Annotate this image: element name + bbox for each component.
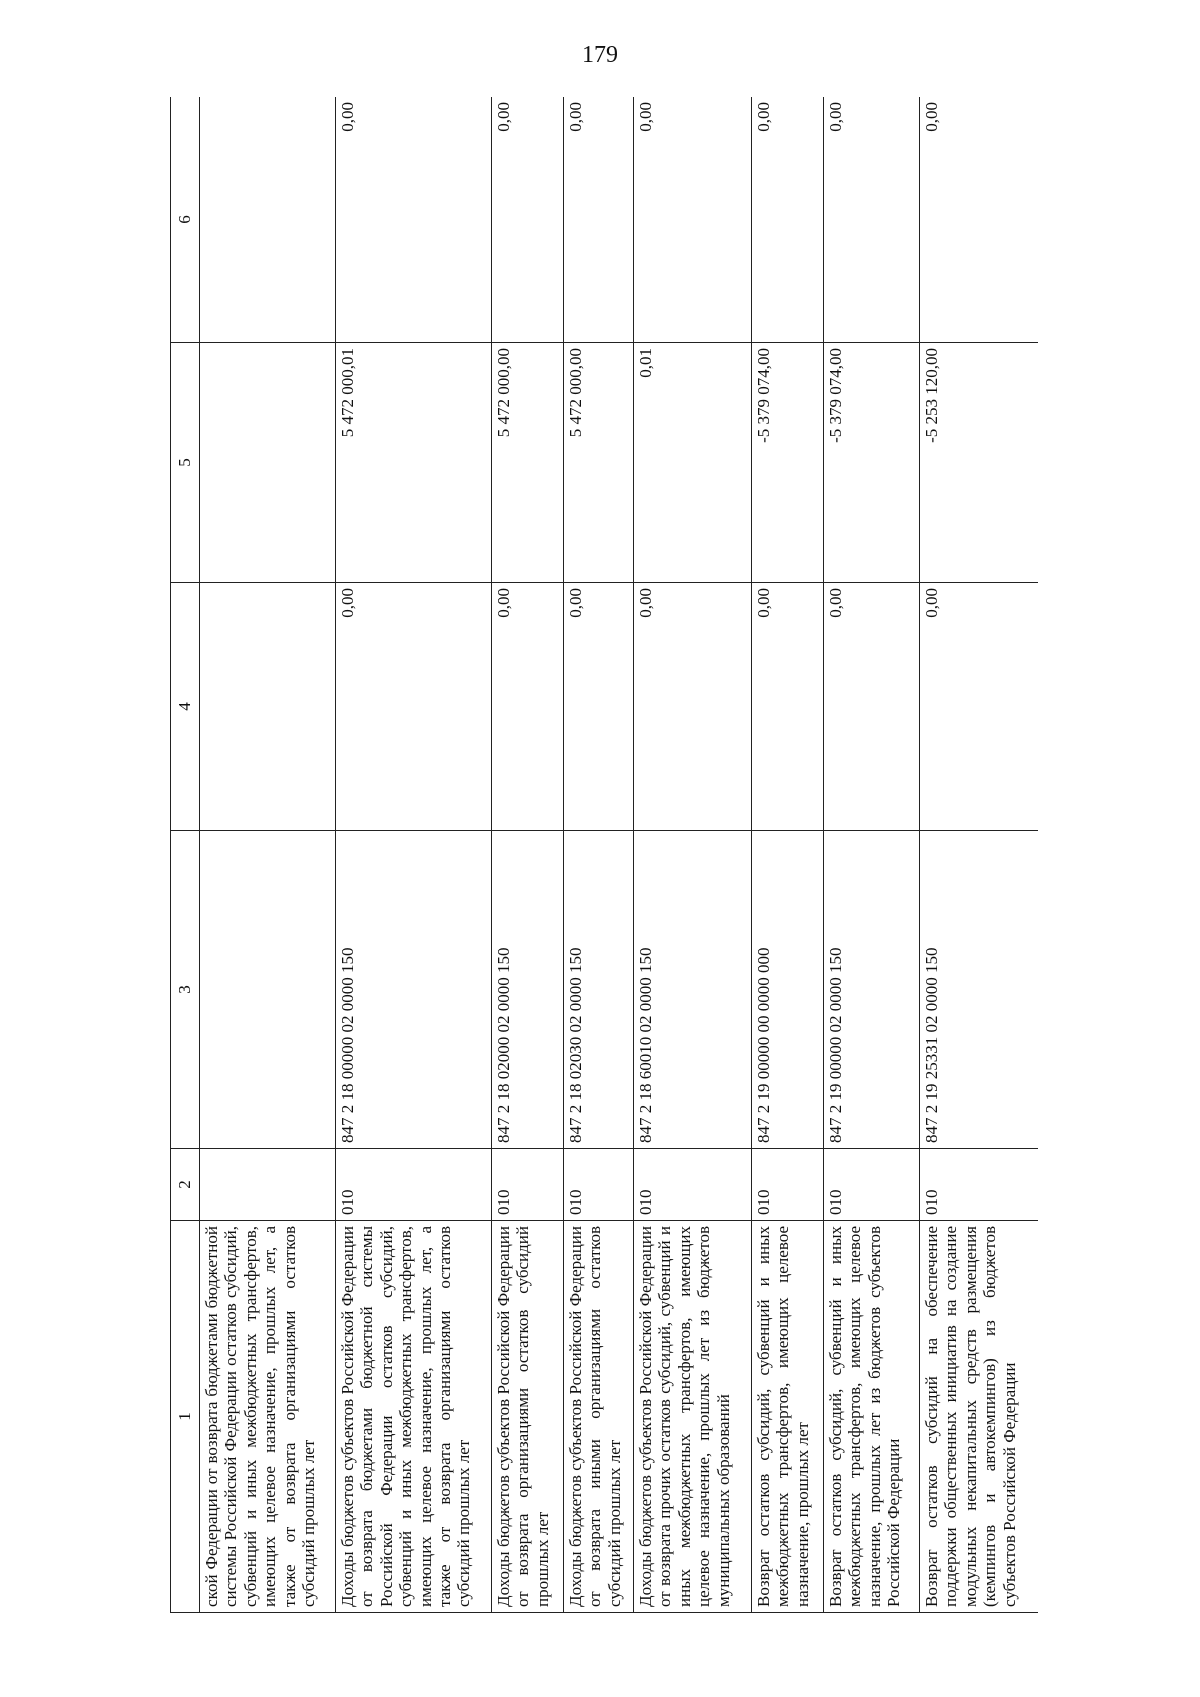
row-code: 010 [634,1149,752,1221]
budget-classification-code: 847 2 18 60010 02 0000 150 [634,831,752,1149]
row-code: 010 [752,1149,824,1221]
report-table [170,97,1038,1613]
table-row [634,97,752,1613]
value-col4: 0,00 [336,583,492,831]
row-description: Возврат остатков субсидий, субвенций и иных межбюджетных трансфертов, имеющих целевое назначение, прошлых лет [752,1221,824,1613]
row-code [200,1149,336,1221]
table-row [824,97,920,1613]
row-code: 010 [824,1149,920,1221]
value-col6: 0,00 [492,97,564,343]
table-row [752,97,824,1613]
value-col6: 0,00 [336,97,492,343]
value-col5 [200,343,336,583]
report-table-container [170,97,1038,1613]
value-col4: 0,00 [634,583,752,831]
budget-classification-code: 847 2 19 25331 02 0000 150 [920,831,1039,1149]
value-col5: -5 379 074,00 [752,343,824,583]
budget-classification-code: 847 2 18 02000 02 0000 150 [492,831,564,1149]
value-col4: 0,00 [920,583,1039,831]
budget-classification-code: 847 2 19 00000 02 0000 150 [824,831,920,1149]
budget-classification-code: 847 2 18 00000 02 0000 150 [336,831,492,1149]
value-col5: 5 472 000,01 [336,343,492,583]
row-description: ской Федерации от возврата бюджетами бюджетной системы Российской Федерации остатков субсидий, субвенций и иных межбюджетных трансфертов, имеющих целевое назначение, прошлых лет, а также от возврата организациями остатков субсидий прошлых лет [200,1221,336,1613]
table-row [336,97,492,1613]
table-row [492,97,564,1613]
value-col4: 0,00 [564,583,634,831]
column-header-3: 3 [171,831,200,1149]
row-description: Возврат остатков субсидий, субвенций и иных межбюджетных трансфертов, имеющих целевое назначение, прошлых лет из бюджетов субъектов Российской Федерации [824,1221,920,1613]
row-code: 010 [920,1149,1039,1221]
rotated-table-layer [170,97,1038,1613]
table-row [200,97,336,1613]
column-header-6: 6 [171,97,200,343]
table-row [564,97,634,1613]
column-header-2: 2 [171,1149,200,1221]
column-header-4: 4 [171,583,200,831]
row-description: Доходы бюджетов субъектов Российской Федерации от возврата бюджетами бюджетной системы Российской Федерации остатков субсидий, субвенций и иных межбюджетных трансфертов, имеющих целевое назначение, прошлых лет, а также от возврата организациями остатков субсидий прошлых лет [336,1221,492,1613]
budget-classification-code: 847 2 19 00000 00 0000 000 [752,831,824,1149]
value-col6: 0,00 [634,97,752,343]
column-header-row [171,97,200,1613]
value-col6: 0,00 [752,97,824,343]
table-row [920,97,1039,1613]
row-code: 010 [336,1149,492,1221]
page-number: 179 [582,42,618,68]
row-description: Возврат остатков субсидий на обеспечение поддержки общественных инициатив на создание модульных некапитальных средств размещения (кемпингов и автокемпингов) из бюджетов субъектов Российской Федерации [920,1221,1039,1613]
value-col6: 0,00 [824,97,920,343]
column-header-1: 1 [171,1221,200,1613]
value-col5: -5 253 120,00 [920,343,1039,583]
value-col4: 0,00 [752,583,824,831]
value-col4: 0,00 [824,583,920,831]
value-col5: -5 379 074,00 [824,343,920,583]
row-description: Доходы бюджетов субъектов Российской Федерации от возврата организациями остатков субсидий прошлых лет [492,1221,564,1613]
row-description: Доходы бюджетов субъектов Российской Федерации от возврата иными организациями остатков субсидий прошлых лет [564,1221,634,1613]
value-col5: 5 472 000,00 [492,343,564,583]
row-description: Доходы бюджетов субъектов Российской Федерации от возврата прочих остатков субсидий, субвенций и иных межбюджетных трансфертов, имеющих целевое назначение, прошлых лет из бюджетов муниципальных образований [634,1221,752,1613]
value-col5: 5 472 000,00 [564,343,634,583]
column-header-5: 5 [171,343,200,583]
row-code: 010 [492,1149,564,1221]
value-col6: 0,00 [564,97,634,343]
value-col4 [200,583,336,831]
value-col6: 0,00 [920,97,1039,343]
budget-classification-code: 847 2 18 02030 02 0000 150 [564,831,634,1149]
value-col4: 0,00 [492,583,564,831]
value-col5: 0,01 [634,343,752,583]
value-col6 [200,97,336,343]
row-code: 010 [564,1149,634,1221]
budget-classification-code [200,831,336,1149]
